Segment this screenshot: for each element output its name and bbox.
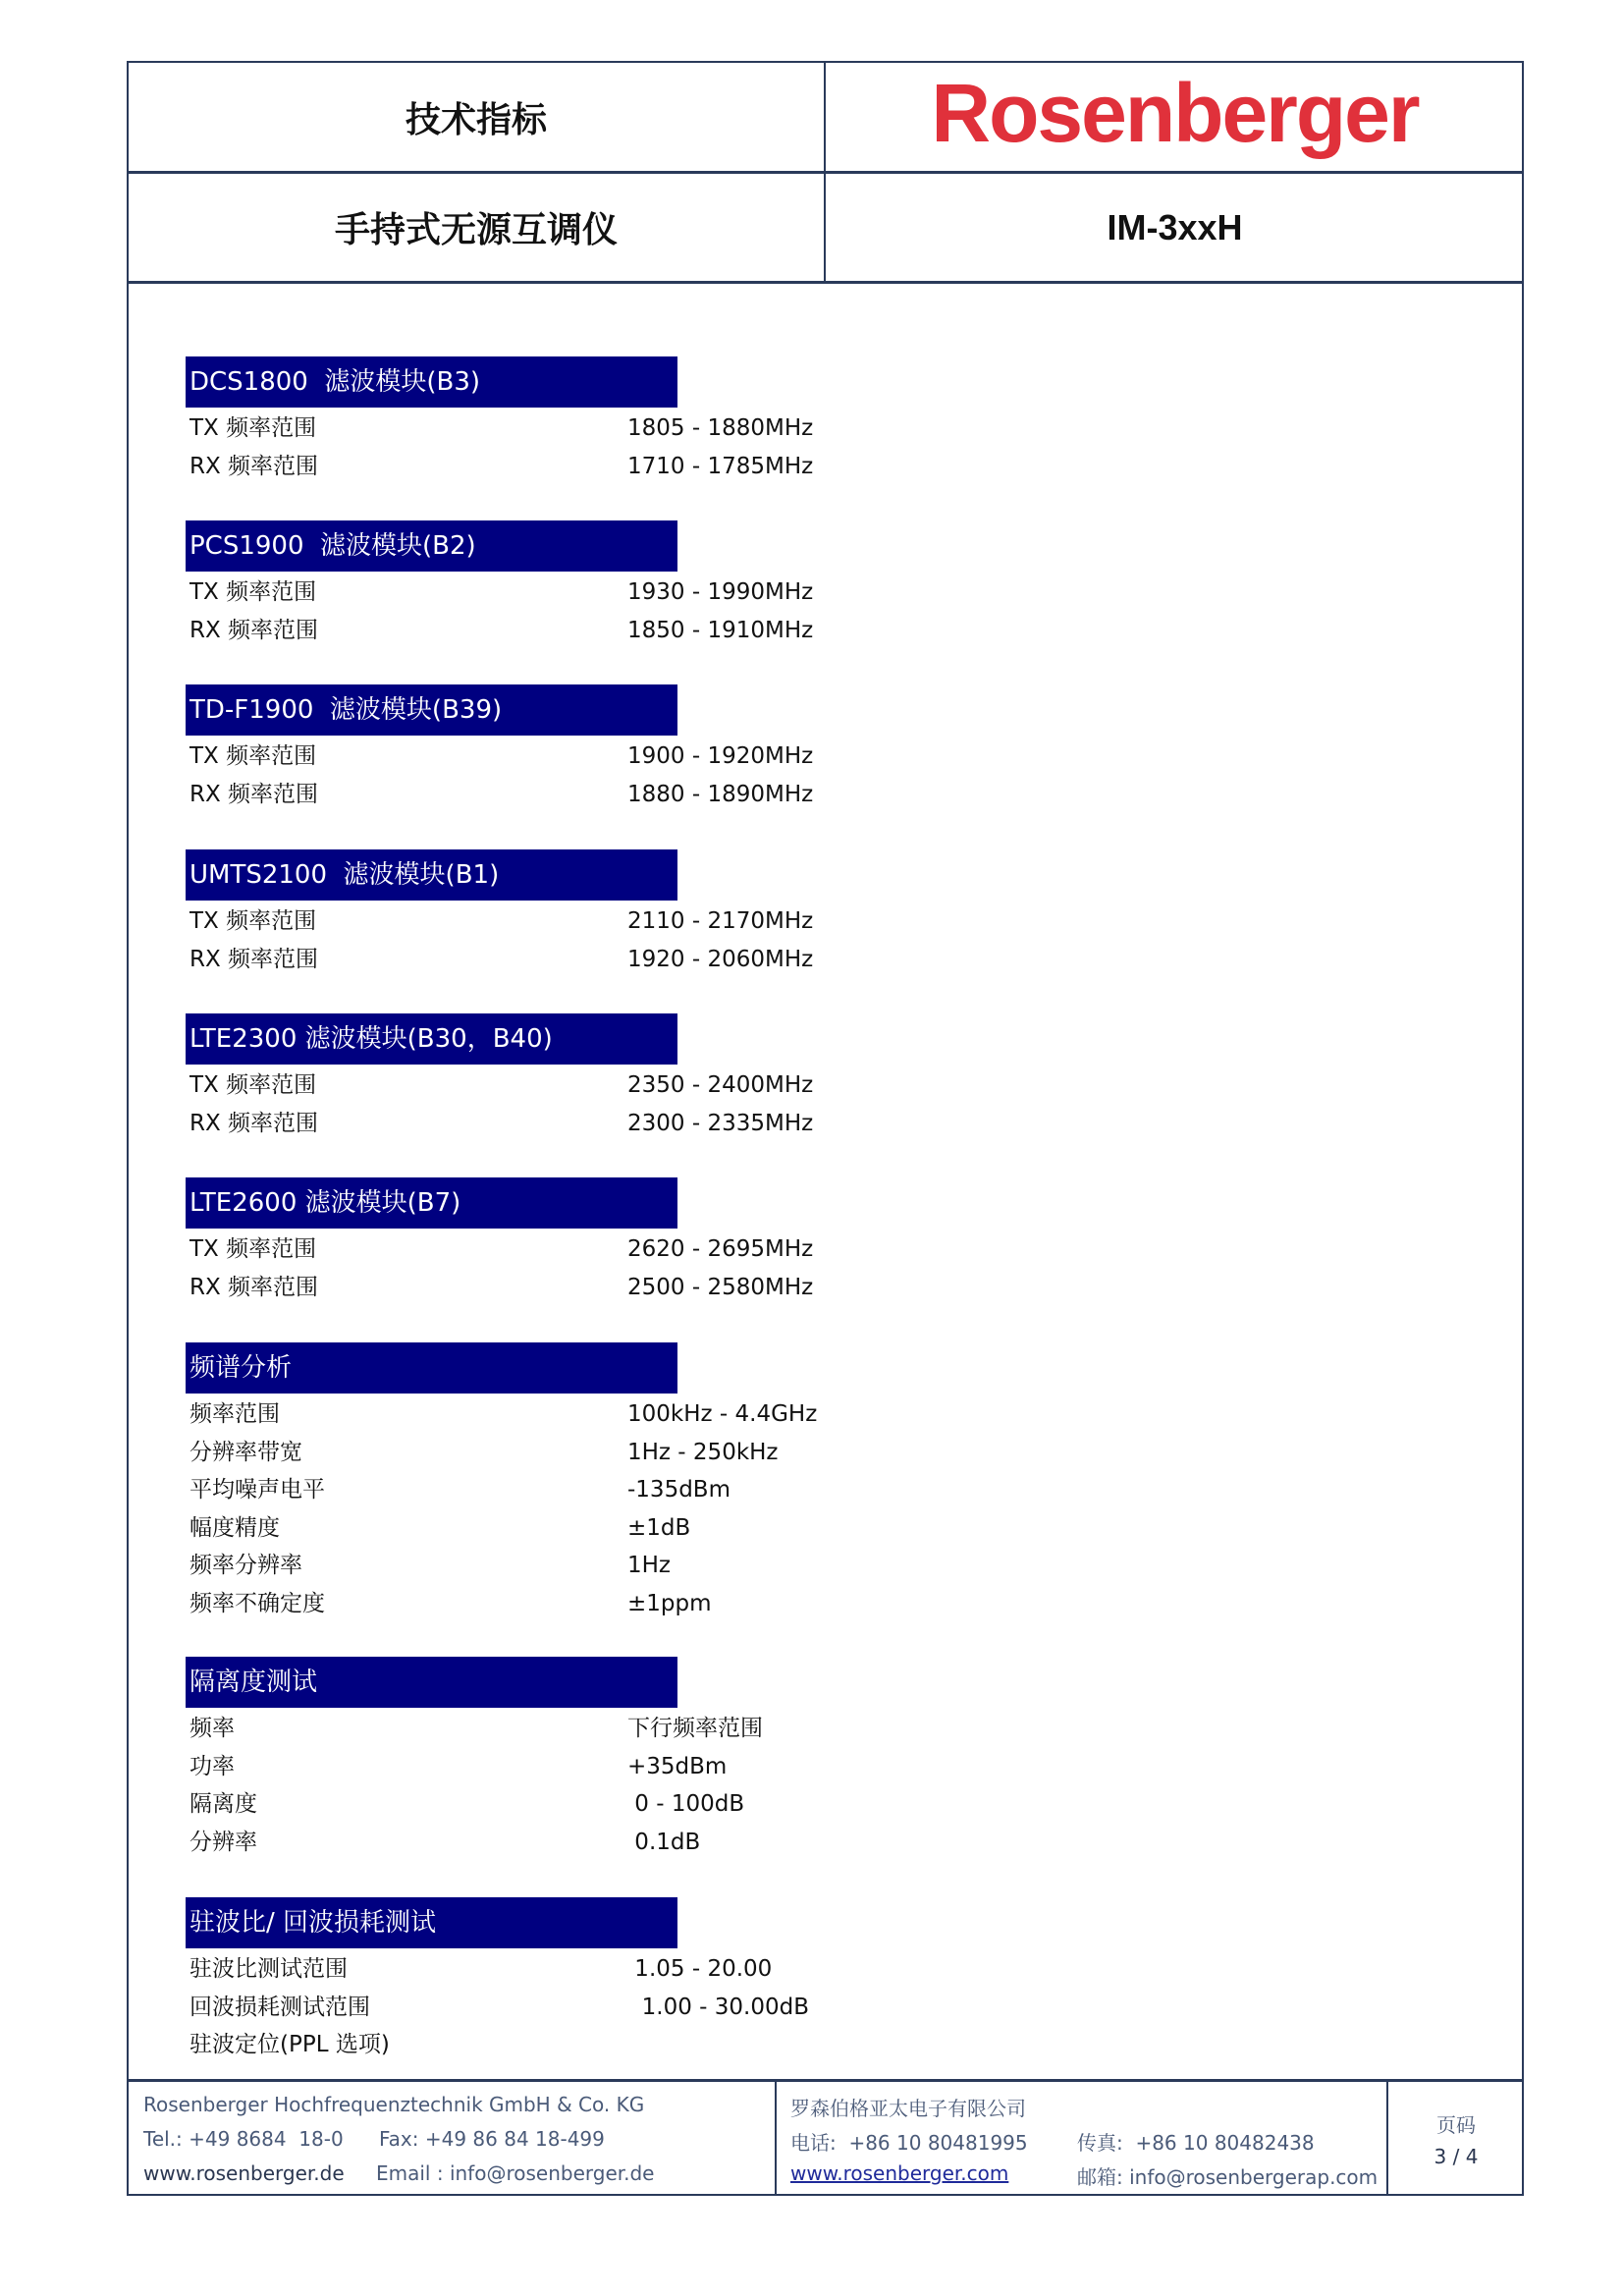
spec-value: 2500 - 2580MHz	[627, 1274, 814, 1300]
spec-row	[186, 2026, 1069, 2064]
spec-label: 平均噪声电平	[189, 1477, 325, 1503]
spec-section	[186, 356, 1069, 485]
spec-row	[186, 1066, 1069, 1105]
spec-value: 1805 - 1880MHz	[627, 415, 814, 441]
spec-label: RX 频率范围	[189, 617, 319, 643]
spec-label: 功率	[189, 1753, 235, 1779]
spec-value: 1850 - 1910MHz	[627, 617, 814, 643]
spec-value: 2350 - 2400MHz	[627, 1072, 814, 1098]
spec-row	[186, 1710, 1069, 1748]
spec-row	[186, 1434, 1069, 1472]
section-title: UMTS2100 滤波模块(B1)	[186, 849, 677, 901]
section-title: 频谱分析	[186, 1342, 677, 1394]
spec-value: 0.1dB	[627, 1829, 701, 1855]
spec-label: RX 频率范围	[189, 453, 319, 479]
spec-row	[186, 1547, 1069, 1585]
spec-value: 100kHz - 4.4GHz	[627, 1401, 818, 1427]
doc-type-title: 技术指标	[405, 99, 547, 140]
spec-label: RX 频率范围	[189, 1274, 319, 1300]
spec-row	[186, 1785, 1069, 1824]
spec-label: TX 频率范围	[189, 415, 317, 441]
spec-section	[186, 520, 1069, 649]
spec-label: 隔离度	[189, 1791, 257, 1817]
footer-divider-1	[775, 2080, 777, 2196]
spec-section	[186, 684, 1069, 813]
spec-value: 1Hz - 250kHz	[627, 1439, 779, 1465]
spec-label: TX 频率范围	[189, 1072, 317, 1098]
spec-value: 2110 - 2170MHz	[627, 908, 814, 934]
footer-de-web-link[interactable]: www.rosenberger.de	[143, 2161, 345, 2185]
footer-cn-email[interactable]: 邮箱: info@rosenbergerap.com	[1077, 2165, 1379, 2189]
spec-row	[186, 1824, 1069, 1862]
section-title: DCS1800 滤波模块(B3)	[186, 356, 677, 408]
section-title: PCS1900 滤波模块(B2)	[186, 520, 677, 572]
section-title: TD-F1900 滤波模块(B39)	[186, 684, 677, 736]
spec-label: 分辨率	[189, 1829, 257, 1855]
spec-row	[186, 1269, 1069, 1307]
spec-row	[186, 738, 1069, 776]
spec-label: 幅度精度	[189, 1514, 280, 1541]
spec-section	[186, 849, 1069, 978]
section-title: 隔离度测试	[186, 1657, 677, 1708]
spec-row	[186, 1950, 1069, 1989]
spec-label: TX 频率范围	[189, 579, 317, 605]
spec-value: 0 - 100dB	[627, 1791, 745, 1817]
spec-value: ±1dB	[627, 1514, 691, 1541]
section-title: LTE2600 滤波模块(B7)	[186, 1177, 677, 1229]
spec-label: TX 频率范围	[189, 743, 317, 769]
spec-value: 1.05 - 20.00	[627, 1956, 773, 1982]
spec-value: 1.00 - 30.00dB	[627, 1994, 809, 2020]
spec-section	[186, 1177, 1069, 1306]
spec-label: 频率分辨率	[189, 1553, 302, 1578]
spec-label: 频率范围	[189, 1401, 280, 1427]
page-number: 3 / 4	[1434, 2145, 1479, 2168]
spec-label: 驻波定位(PPL 选项)	[189, 2032, 390, 2057]
spec-value: 1930 - 1990MHz	[627, 579, 814, 605]
footer-de-tel: Tel.: +49 8684 18-0	[143, 2127, 344, 2151]
spec-label: TX 频率范围	[189, 1236, 317, 1262]
spec-label: 分辨率带宽	[189, 1439, 302, 1465]
spec-value: 1880 - 1890MHz	[627, 781, 814, 807]
spec-row	[186, 410, 1069, 448]
spec-row	[186, 1471, 1069, 1509]
footer-divider	[127, 2079, 1524, 2082]
spec-section	[186, 1897, 1069, 2064]
spec-row	[186, 776, 1069, 814]
spec-value: 下行频率范围	[627, 1716, 763, 1741]
footer-cn-tel: 电话: +86 10 80481995	[790, 2131, 1028, 2155]
spec-row	[186, 448, 1069, 486]
spec-label: 频率不确定度	[189, 1590, 325, 1616]
spec-value: -135dBm	[627, 1477, 730, 1503]
spec-label: RX 频率范围	[189, 1110, 319, 1136]
footer-divider-2	[1386, 2080, 1388, 2196]
spec-row	[186, 1395, 1069, 1434]
spec-section	[186, 1657, 1069, 1861]
spec-label: 频率	[189, 1716, 235, 1741]
spec-value: 1900 - 1920MHz	[627, 743, 814, 769]
spec-section	[186, 1342, 1069, 1622]
spec-row	[186, 1105, 1069, 1143]
footer-cn-company: 罗森伯格亚太电子有限公司	[790, 2097, 1026, 2120]
brand-logo: Rosenberger	[931, 66, 1419, 159]
spec-row	[186, 1989, 1069, 2027]
footer-de-fax: Fax: +49 86 84 18-499	[379, 2127, 605, 2151]
spec-row	[186, 941, 1069, 979]
product-model: IM-3xxH	[1107, 206, 1243, 247]
spec-row	[186, 1748, 1069, 1786]
spec-label: RX 频率范围	[189, 946, 319, 972]
spec-section	[186, 1013, 1069, 1142]
spec-value: +35dBm	[627, 1753, 728, 1779]
spec-row	[186, 1585, 1069, 1623]
spec-value: 2620 - 2695MHz	[627, 1236, 814, 1262]
spec-value: 1710 - 1785MHz	[627, 453, 814, 479]
page-label: 页码	[1436, 2113, 1476, 2137]
section-title: LTE2300 滤波模块(B30，B40)	[186, 1013, 677, 1065]
spec-row	[186, 612, 1069, 650]
footer-cn-web-link[interactable]: www.rosenberger.com	[790, 2161, 1009, 2185]
footer-de-email[interactable]: Email : info@rosenberger.de	[376, 2161, 655, 2185]
spec-value: 1Hz	[627, 1553, 672, 1578]
product-name: 手持式无源互调仪	[334, 210, 618, 250]
footer-cn-fax: 传真: +86 10 80482438	[1077, 2131, 1315, 2155]
spec-label: 回波损耗测试范围	[189, 1994, 370, 2020]
spec-row	[186, 1230, 1069, 1269]
spec-value: 2300 - 2335MHz	[627, 1110, 814, 1136]
spec-row	[186, 1509, 1069, 1548]
spec-value: ±1ppm	[627, 1590, 712, 1616]
spec-value: 1920 - 2060MHz	[627, 946, 814, 972]
spec-row	[186, 902, 1069, 941]
footer-de-company: Rosenberger Hochfrequenztechnik GmbH & Co. KG	[143, 2093, 645, 2116]
spec-label: RX 频率范围	[189, 781, 319, 807]
spec-label: TX 频率范围	[189, 908, 317, 934]
spec-row	[186, 574, 1069, 612]
section-title: 驻波比/ 回波损耗测试	[186, 1897, 677, 1948]
spec-label: 驻波比测试范围	[189, 1956, 348, 1982]
